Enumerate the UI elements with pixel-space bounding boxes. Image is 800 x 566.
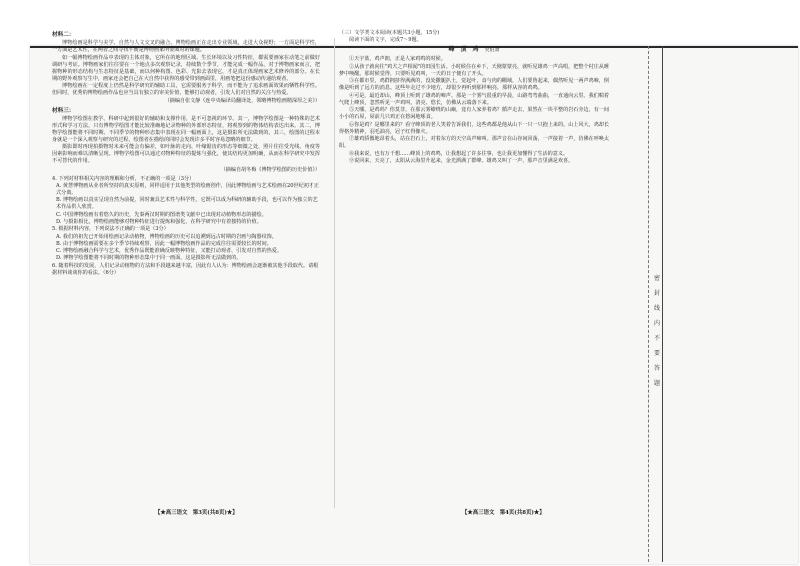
binding-margin: [640, 46, 798, 562]
right-page-footer: 【★高三语文 第4页(共8页)★】: [462, 510, 545, 516]
article-author: 吴伯箫: [484, 47, 500, 54]
material-3-para: 博物学绘图在教学、科研中起到很好的辅助和支撑作用，是不可忽视的环节。其一，博物学绘图是一种特殊的艺术形式和学习方法，只有博物学绘图才能比较准确地记录物种的外部形态特征，将观察到的物体结构表达出来。其二，博物学绘图能将不同时期、不同季节的物种形态集中表现在同一幅画面上，这是摄影所无法做到的。其三，绘图的过程本身就是一个深入观察与研究的过程，绘图者在描绘的同时会发现许多平时容易忽略的细节。: [52, 115, 320, 143]
article-para: ③在都市里，鸡群拥挤得满满的，没处撒腿扒土，觉起叶，食与肉的棚域，人们要鲁起来，偶然听见一两声鸡啼，倒像是听到了远方的消息。这些年走过不少地方，却很少再听到那样响亮、那样从容的鸡鸣。: [339, 78, 609, 92]
section-heading: （三）文学类文本阅读(本题共3小题，15分): [339, 30, 440, 36]
article-para: ②从孩子就向往"鸡犬之声相闻"的田园生活。小时候住在乡下，天刚蒙蒙亮，就听见雄鸡一声高唱，把整个村庄从睡梦中唤醒。那时候觉得，只要听见鸡叫，一天的日子便有了开头。: [339, 63, 609, 77]
article-para: ⑥你是鸡？是哪里来的？看守峰顶的老人笑着告诉我们，这些鸡都是他从山下一只一只抱上来的。山上风大，鸡却长得格外精神，羽毛油亮，冠子红得像火。: [339, 121, 609, 135]
article-para: ⑧我来说，也有万千想……峰顶上的鸡鸣，让我想起了许多往事，也让我更加懂得了生活的意义。: [349, 150, 569, 157]
question-6: 6. 随着科技的发展，人们记录动植物的方法和手段越来越丰富，因此有人认为：博物绘画会逐渐被其他手段取代。请根据材料谈谈你的看法。（6分）: [52, 262, 319, 276]
question-4-option: A. 黄慧博物画从业者所坚持的真实原则，同样适用于其他类型的绘画创作，因此博物绘画与艺术绘画在20世纪初才正式分离。: [56, 182, 319, 197]
section-intro: 阅读下面的文字，完成7～9题。: [349, 37, 422, 44]
question-5: 5. 根据材料内容，下列说法不正确的一项是（3分）: [52, 226, 169, 233]
material-3-source: （摘编自胡冬梅《博物学绘图的历史价值》）: [220, 166, 320, 173]
seal-line: [662, 46, 664, 562]
question-5-option: A. 我们的祖先已开始用绘画记录动植物，博物绘画的历史可以追溯到远古时期的岩画与陶器纹饰。: [56, 233, 277, 240]
question-4-option: B. 博物绘画以真实呈现自然为前提，同时兼具艺术性与科学性，它既可以成为科研的辅助手段，也可以作为独立的艺术作品供人欣赏。: [56, 197, 318, 211]
material-2-source: （摘编自张文静《连中央编译局翻译处，领略博物绘画精深厚之美》）: [164, 98, 320, 105]
left-page-footer: 【★高三语文 第3页(共8页)★】: [155, 510, 238, 516]
material-3-para: 摄影即时再现拍摄物时未来可能会有偏差，如叶脉的走向、叶缘锯齿的形态等细微之处，照片往往受光线、角度等因素影响而难以清晰呈现。博物学绘图可以通过对物种特征的提炼与强化，使其结构更加明确，从而在科学研究中发挥不可替代的作用。: [52, 144, 320, 165]
article-para: ④可是，最近却山，峰顶上听到了雄鸡的啼声。那是一个雾气很重的早晨，山路弯弯曲曲，一直通向云里。我们喘着气爬上峰顶，忽然听见一声鸡叫，清亮、悠长，仿佛从云端落下来。: [339, 92, 609, 106]
material-2-para: 博物绘画是科学与美学、自然与人文交叉的融合。博物绘画正在走出专业领域，走进大众视野；一方面是科学性，一方面是艺术性，在两者之间寻找平衡是博物画家所要面对的课题。: [52, 40, 320, 54]
material-2-heading: 材料二：: [52, 32, 75, 38]
right-page: [339, 30, 609, 166]
article-para: ⑨说回来，天亮了，太阳从云海里升起来，金光洒满了群峰。雄鸡又叫了一声，那声音里满是欢喜。: [349, 158, 574, 165]
question-5-option: D. 博物学绘图能将不同时期的物种形态集中于同一画面，这是摄影所无法做到的。: [56, 255, 242, 262]
article-para: ⑦雄鸡骄傲地昂着头，站在岩石上，对着东方的天空高声啼叫。那声音在山谷间回荡，一声接着一声，仿佛在呼唤太阳。: [339, 136, 609, 150]
scan-margin: [0, 0, 30, 566]
material-3-heading: 材料三：: [52, 107, 75, 114]
question-4-option: D. 与摄影相比，博物绘画能够对物种特征进行提炼和强化，在科学研究中有着独特的价值。: [56, 218, 262, 225]
article-para: ①天宇蓝，鸡声朗，正是人家鸡鸣的时候。: [349, 56, 446, 63]
seal-line-notice: 密 封 线 内 不 要 答 题: [653, 275, 667, 387]
material-2-para: 博物绘画在一定程度上仍然是科学研究的辅助工具，它需要服务于科学，而不能为了追求画面效果而牺牲科学性。但同时，优秀的博物绘画作品也应当具有独立的审美价值，能够打动观者，引发人们对自然的关注与热爱。: [52, 83, 320, 97]
article-title: [339, 46, 609, 54]
question-5-option: B. 由于博物绘画需要在多个季节持续观察，因此一幅博物绘画作品的完成往往需要较长的时间。: [56, 240, 272, 247]
seal-line: [648, 46, 650, 562]
question-4: 4. 下列对材料相关内容的理解和分析，不正确的一项是（3分）: [52, 175, 195, 182]
left-page: [52, 30, 320, 277]
material-2-para: 如一幅博物绘画作品中表现的主体对象，它所在的地理区域、生长环境以及习性特征，都需要画家在动笔之前做好调研与考证。博物画家们往往要在一个地点多次观察记录，持续数个季节，才能完成一幅作品。对于博物画家而言，把握物种的形态结构与生态特征是基础，而以何种构图、色彩、光影去表现它，才是真正体现画家艺术修养的部分。在长期的野外观察写生中，画家还会把自己在大自然中获得的感受带到画面里，用画笔把这份感动传递给观者。: [52, 54, 320, 82]
article-title-text: 峰 顶 鸡: [448, 46, 479, 54]
article-para: ⑤天哪，是鸡吗？你莫非，在那云雾缭绕的山巅，竟有人家养着鸡？循声走去，果然在一块平整的岩石旁边，有一间小小的石屋，屋前几只鸡正在悠闲地啄食。: [339, 107, 609, 121]
page-divider: [334, 38, 335, 508]
question-4-option: C. 中国博物绘画有着悠久的历史，先秦两汉时期的图谱类文献中已出现对动植物形态的描绘。: [56, 211, 267, 218]
question-5-option: C. 博物绘画融合科学与艺术，优秀作品既能准确反映物种特征，又能打动观者、引发对自然的热爱。: [56, 248, 282, 255]
